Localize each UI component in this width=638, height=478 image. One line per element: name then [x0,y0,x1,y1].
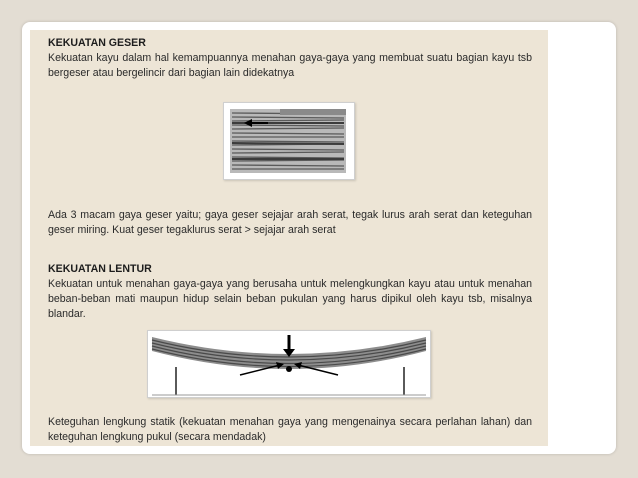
paragraph-lentur: Kekuatan untuk menahan gaya-gaya yang berusaha untuk melengkungkan kayu atau untuk menahan beban-beban mati maupun hidup selain beban pukulan yang harus dipikul oleh kayu tsb, misalnya blandar. [48,278,532,320]
paragraph-geser: Kekuatan kayu dalam hal kemampuannya menahan gaya-gaya yang membuat suatu bagian kayu tsb bergeser atau bergelincir dari bagian lain didekatnya [48,52,532,79]
shear-figure [223,102,355,180]
heading-kekuatan-geser: KEKUATAN GESER [48,37,146,49]
heading-kekuatan-lentur: KEKUATAN LENTUR [48,263,152,275]
bending-beam-icon [148,331,430,397]
shear-wood-sample-icon [224,103,354,179]
slide-card [22,22,616,454]
content-panel [30,30,548,446]
note-lentur: Keteguhan lengkung statik (kekuatan menahan gaya yang mengenainya secara perlahan lahan) dan keteguhan lengkung pukul (secara mendadak) [48,416,532,443]
bending-figure [147,330,431,398]
note-geser: Ada 3 macam gaya geser yaitu; gaya geser sejajar arah serat, tegak lurus arah serat dan keteguhan geser miring. Kuat geser tegaklurus serat > sejajar arah serat [48,209,532,236]
